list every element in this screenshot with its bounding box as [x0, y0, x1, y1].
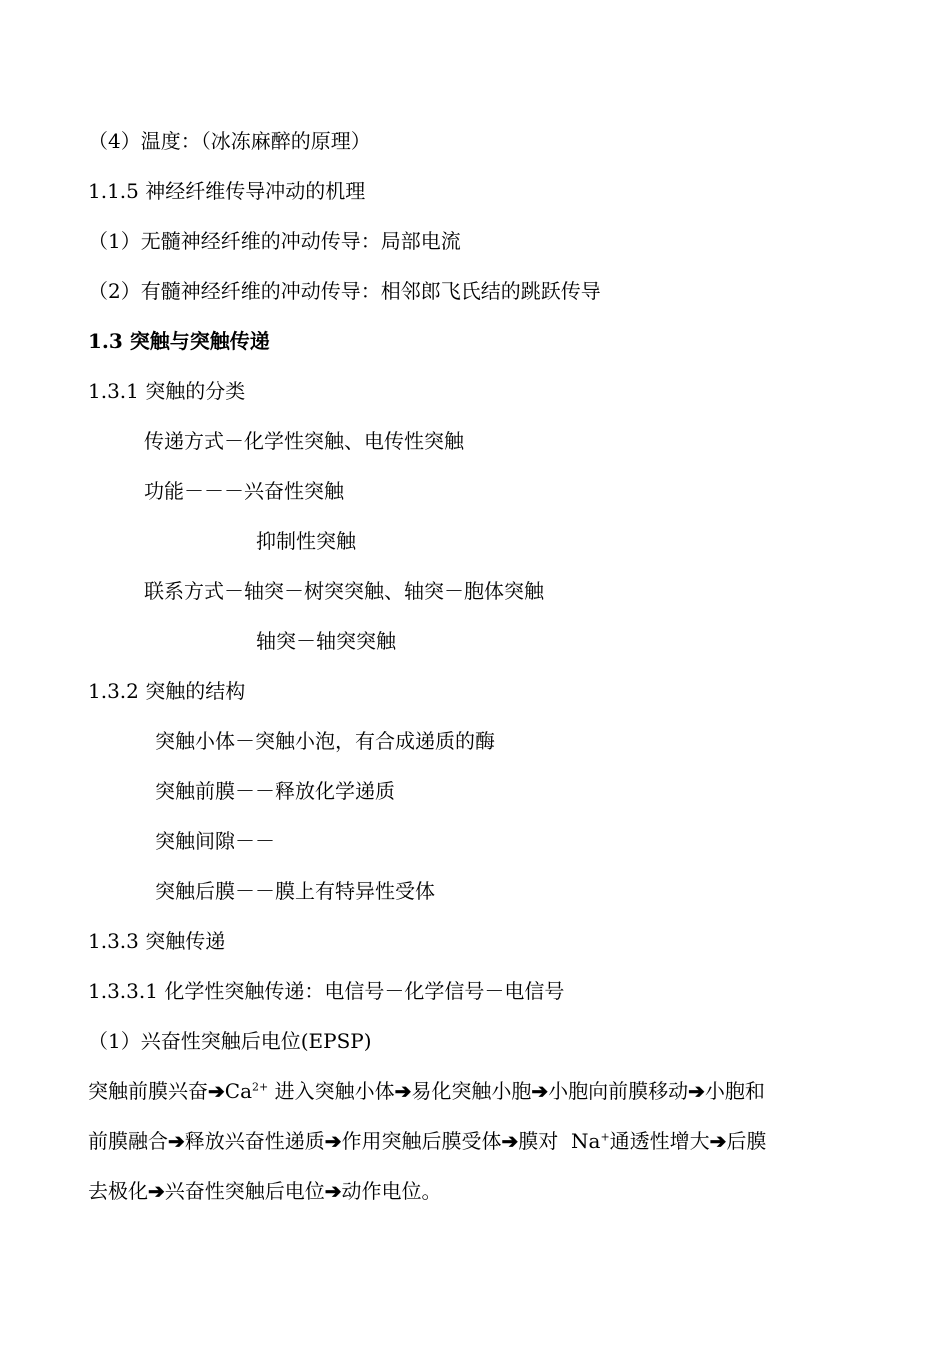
classification-function: 功能－－－兴奋性突触 [144, 479, 344, 503]
arrow-icon: ➔ [531, 1079, 549, 1103]
arrow-icon: ➔ [208, 1079, 225, 1103]
arrow-icon: ➔ [324, 1129, 342, 1153]
section-1-1-5-heading: 1.1.5 神经纤维传导冲动的机理 [88, 179, 366, 203]
arrow-icon: ➔ [168, 1129, 185, 1153]
unmyelinated-conduction-line: （1）无髓神经纤维的冲动传导：局部电流 [88, 229, 461, 253]
structure-postsynaptic-membrane: 突触后膜－－膜上有特异性受体 [155, 879, 435, 903]
classification-connection: 联系方式－轴突－树突突触、轴突－胞体突触 [144, 579, 544, 603]
sodium-charge: + [600, 1130, 610, 1144]
classification-transmission: 传递方式－化学性突触、电传性突触 [144, 429, 464, 453]
arrow-icon: ➔ [501, 1129, 519, 1153]
epsp-heading: （1）兴奋性突触后电位(EPSP) [88, 1029, 372, 1053]
myelinated-conduction-line: （2）有髓神经纤维的冲动传导：相邻郎飞氏结的跳跃传导 [88, 279, 601, 303]
section-1-3-3-1-heading: 1.3.3.1 化学性突触传递：电信号－化学信号－电信号 [88, 979, 565, 1003]
epsp-paragraph-line-1: 突触前膜兴奋$➔Ca^{2+}$ 进入突触小体➔易化突触小胞➔小胞向前膜移动➔小胞和 [88, 1079, 765, 1103]
classification-inhibitory: 抑制性突触 [256, 529, 356, 553]
structure-presynaptic-membrane: 突触前膜－－释放化学递质 [155, 779, 395, 803]
section-1-3-1-heading: 1.3.1 突触的分类 [88, 379, 246, 403]
temperature-line: （4）温度：（冰冻麻醉的原理） [88, 129, 371, 153]
structure-synaptic-cleft: 突触间隙－－ [155, 829, 275, 853]
section-1-3-2-heading: 1.3.2 突触的结构 [88, 679, 246, 703]
calcium-charge: 2+ [252, 1080, 269, 1094]
arrow-icon: ➔ [324, 1179, 342, 1203]
classification-axo-axonic: 轴突－轴突突触 [256, 629, 396, 653]
epsp-paragraph-line-3: 去极化➔兴奋性突触后电位➔动作电位。 [88, 1179, 442, 1203]
structure-synaptic-knob: 突触小体－突触小泡，有合成递质的酶 [155, 729, 495, 753]
arrow-icon: ➔ [688, 1079, 705, 1103]
epsp-paragraph-line-2: 前膜融合➔释放兴奋性递质➔作用突触后膜受体➔膜对 Na+通透性增大➔后膜 [88, 1129, 767, 1153]
arrow-icon: ➔ [709, 1129, 727, 1153]
section-1-3-heading: 1.3 突触与突触传递 [88, 329, 270, 353]
arrow-icon: ➔ [394, 1079, 412, 1103]
section-1-3-3-heading: 1.3.3 突触传递 [88, 929, 226, 953]
arrow-icon: ➔ [148, 1179, 165, 1203]
